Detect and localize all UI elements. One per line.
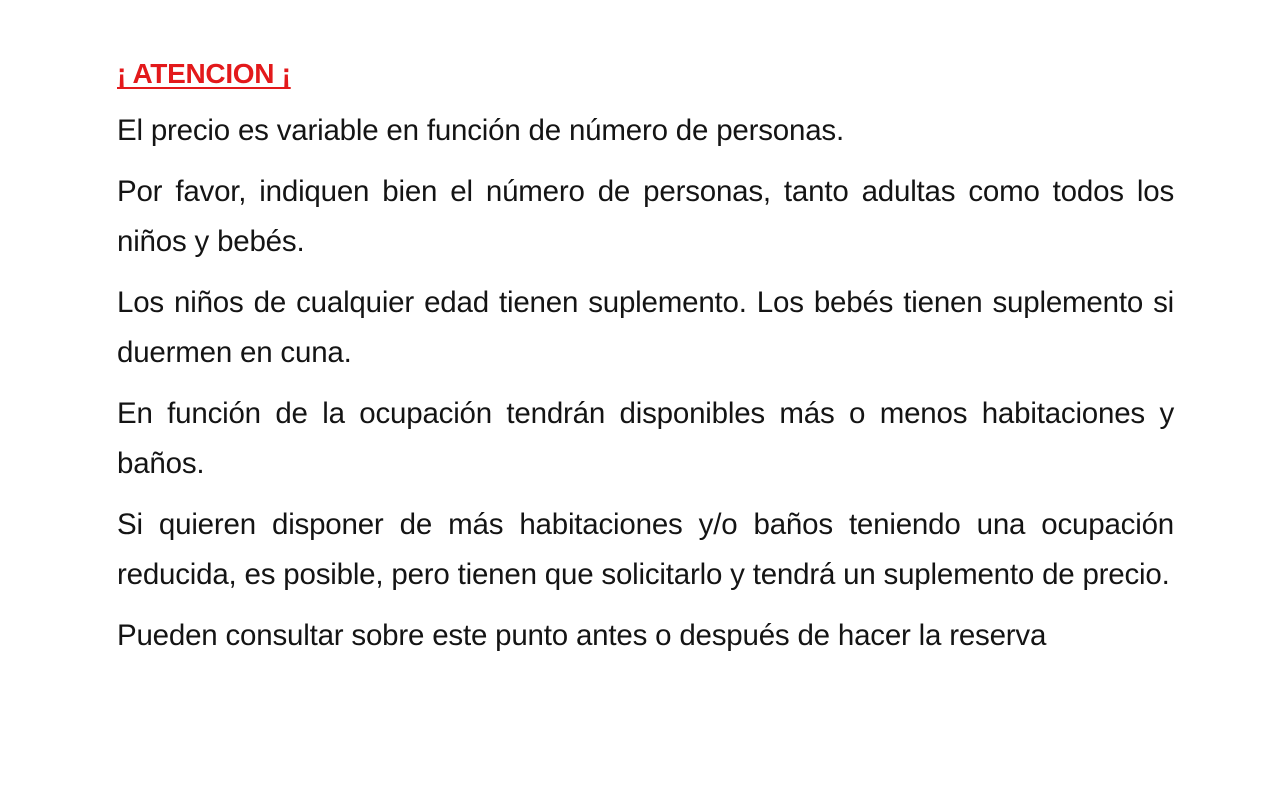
- paragraph-price-variable: El precio es variable en función de número de personas.: [117, 114, 844, 147]
- paragraph-extra-rooms: Si quieren disponer de más habitaciones y/o baños teniendo una ocupación reducida, es posible, pero tienen que solicitarlo y tendrá un suplemento de precio.: [117, 508, 1174, 591]
- paragraph-consult: Pueden consultar sobre este punto antes o después de hacer la reserva: [117, 619, 1047, 652]
- document-body: [117, 52, 1174, 672]
- paragraph-children-supplement: Los niños de cualquier edad tienen suplemento. Los bebés tienen suplemento si duermen en cuna.: [117, 286, 1174, 369]
- paragraph-occupancy-rooms: En función de la ocupación tendrán disponibles más o menos habitaciones y baños.: [117, 397, 1174, 480]
- paragraph-indicate-people: Por favor, indiquen bien el número de personas, tanto adultas como todos los niños y bebés.: [117, 175, 1174, 258]
- attention-heading: ¡ ATENCION ¡: [117, 58, 291, 89]
